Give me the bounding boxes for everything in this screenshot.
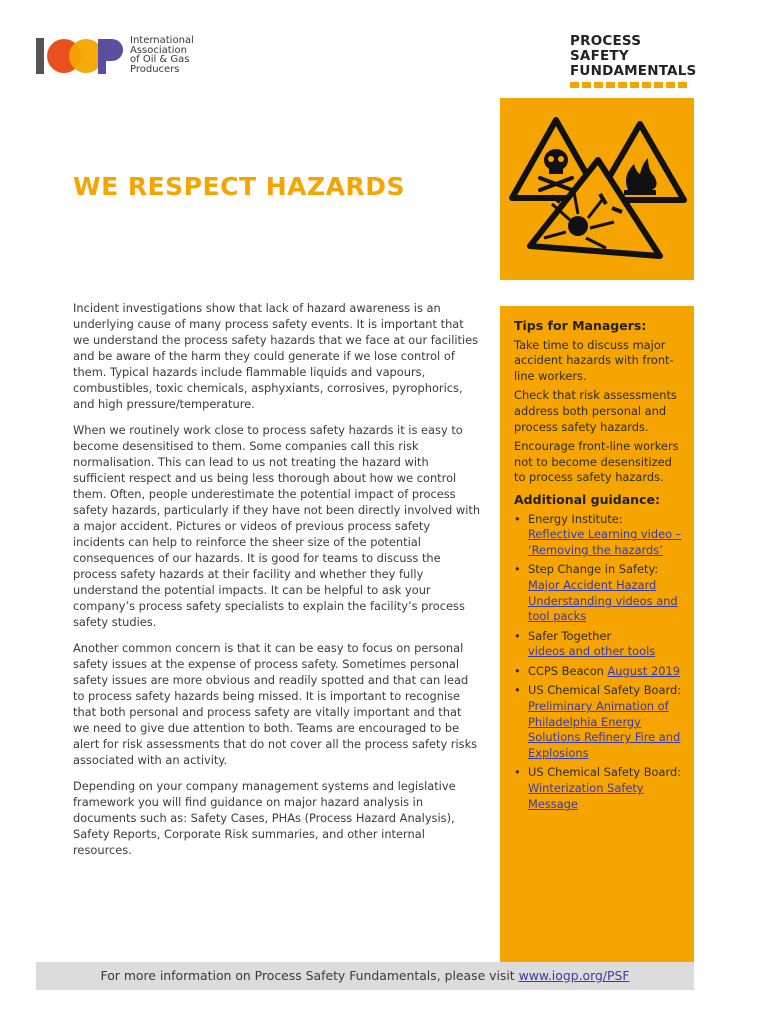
tip-item: Take time to discuss major accident hazards with front-line workers. — [514, 337, 674, 383]
guidance-link[interactable]: Reflective Learning video – ‘Removing the hazards’ — [528, 527, 682, 557]
tips-sidebar — [500, 306, 694, 962]
guidance-link[interactable]: August 2019 — [607, 663, 680, 678]
series-line-2: FUNDAMENTALS — [570, 63, 697, 79]
iogp-logo-mark — [36, 36, 128, 76]
body-paragraph: When we routinely work close to process safety hazards it is easy to become desensitised to them. Some companies call this risk normalisation. This can lead to us not treating the hazard with sufficient respect and us being less thorough about how we control them. Often, people underestimate the potential impact of process safety hazards, particularly if they have not been directly involved with a major accident. Pictures or videos of previous process safety incidents can help to reinforce the sheer size of the potential consequences of our hazards. It is good for teams to discuss the process safety hazards at their facility and whether they fully understand the potential impacts. It can be helpful to ask your company’s process safety specialists to explain the facility’s process safety studies. — [73, 423, 481, 629]
tips-heading: Tips for Managers: — [514, 318, 647, 333]
guidance-item: • US Chemical Safety Board: Winterization Safety Message — [528, 765, 682, 812]
hazard-symbols-image — [500, 98, 694, 280]
series-label — [570, 34, 696, 88]
body-text — [73, 300, 481, 868]
footer-link[interactable]: www.iogp.org/PSF — [518, 968, 630, 983]
guidance-link[interactable]: videos and other tools — [528, 644, 656, 659]
body-paragraph: Another common concern is that it can be easy to focus on personal safety issues at the expense of process safety. Sometimes personal safety issues are more obvious and readily spotted and that can lead to process safety hazards being missed. It is important to recognise that both personal and process safety are vitally important and that we need to give due attention to both. Teams are encouraged to be alert for risk assessments that do not cover all the process safety risks associated with an activity. — [73, 641, 478, 767]
guidance-link[interactable]: Major Accident Hazard Understanding videos and tool packs — [528, 577, 678, 624]
tip-item: Check that risk assessments address both personal and process safety hazards. — [514, 388, 677, 434]
org-name: International Association of Oil & Gas Producers — [130, 35, 194, 75]
guidance-item: • US Chemical Safety Board: Preliminary Animation of Philadelphia Energy Solutions Refinery Fire and Explosions — [528, 683, 682, 761]
body-paragraph: Incident investigations show that lack of hazard awareness is an underlying cause of many process safety events. It is important that we understand the process safety hazards that we face at our facilities and be aware of the harm they could generate if we lose control of them. Typical hazards include flammable liquids and vapours, combustibles, toxic chemicals, asphyxiants, corrosives, pyrophorics, and high pressure/temperature. — [73, 301, 479, 411]
guidance-link[interactable]: Preliminary Animation of Philadelphia Energy Solutions Refinery Fire and Explosions — [528, 699, 681, 760]
guidance-item: • Safer Together videos and other tools — [528, 629, 682, 660]
guidance-item: • Step Change in Safety: Major Accident Hazard Understanding videos and tool packs — [528, 562, 682, 624]
page-title: WE RESPECT HAZARDS — [73, 172, 405, 201]
accent-dashes — [570, 82, 696, 88]
guidance-list — [514, 512, 682, 813]
tip-item: Encourage front-line workers not to become desensitized to process safety hazards. — [514, 439, 679, 485]
body-paragraph: Depending on your company management systems and legislative framework you will find guidance on major hazard analysis in documents such as: Safety Cases, PHAs (Process Hazard Analysis), Safety Reports, Corporate Risk summaries, and other internal resources. — [73, 779, 456, 857]
guidance-link[interactable]: Winterization Safety Message — [528, 781, 644, 811]
series-line-1: PROCESS SAFETY — [570, 33, 642, 64]
footer-text: For more information on Process Safety Fundamentals, please visit www.iogp.org/PSF — [100, 968, 630, 983]
footer-bar — [36, 962, 694, 990]
guidance-heading: Additional guidance: — [514, 491, 660, 507]
guidance-item: • Energy Institute: Reflective Learning video – ‘Removing the hazards’ — [528, 512, 682, 559]
iogp-logo — [36, 36, 206, 76]
guidance-item: • CCPS Beacon August 2019 — [528, 664, 682, 680]
